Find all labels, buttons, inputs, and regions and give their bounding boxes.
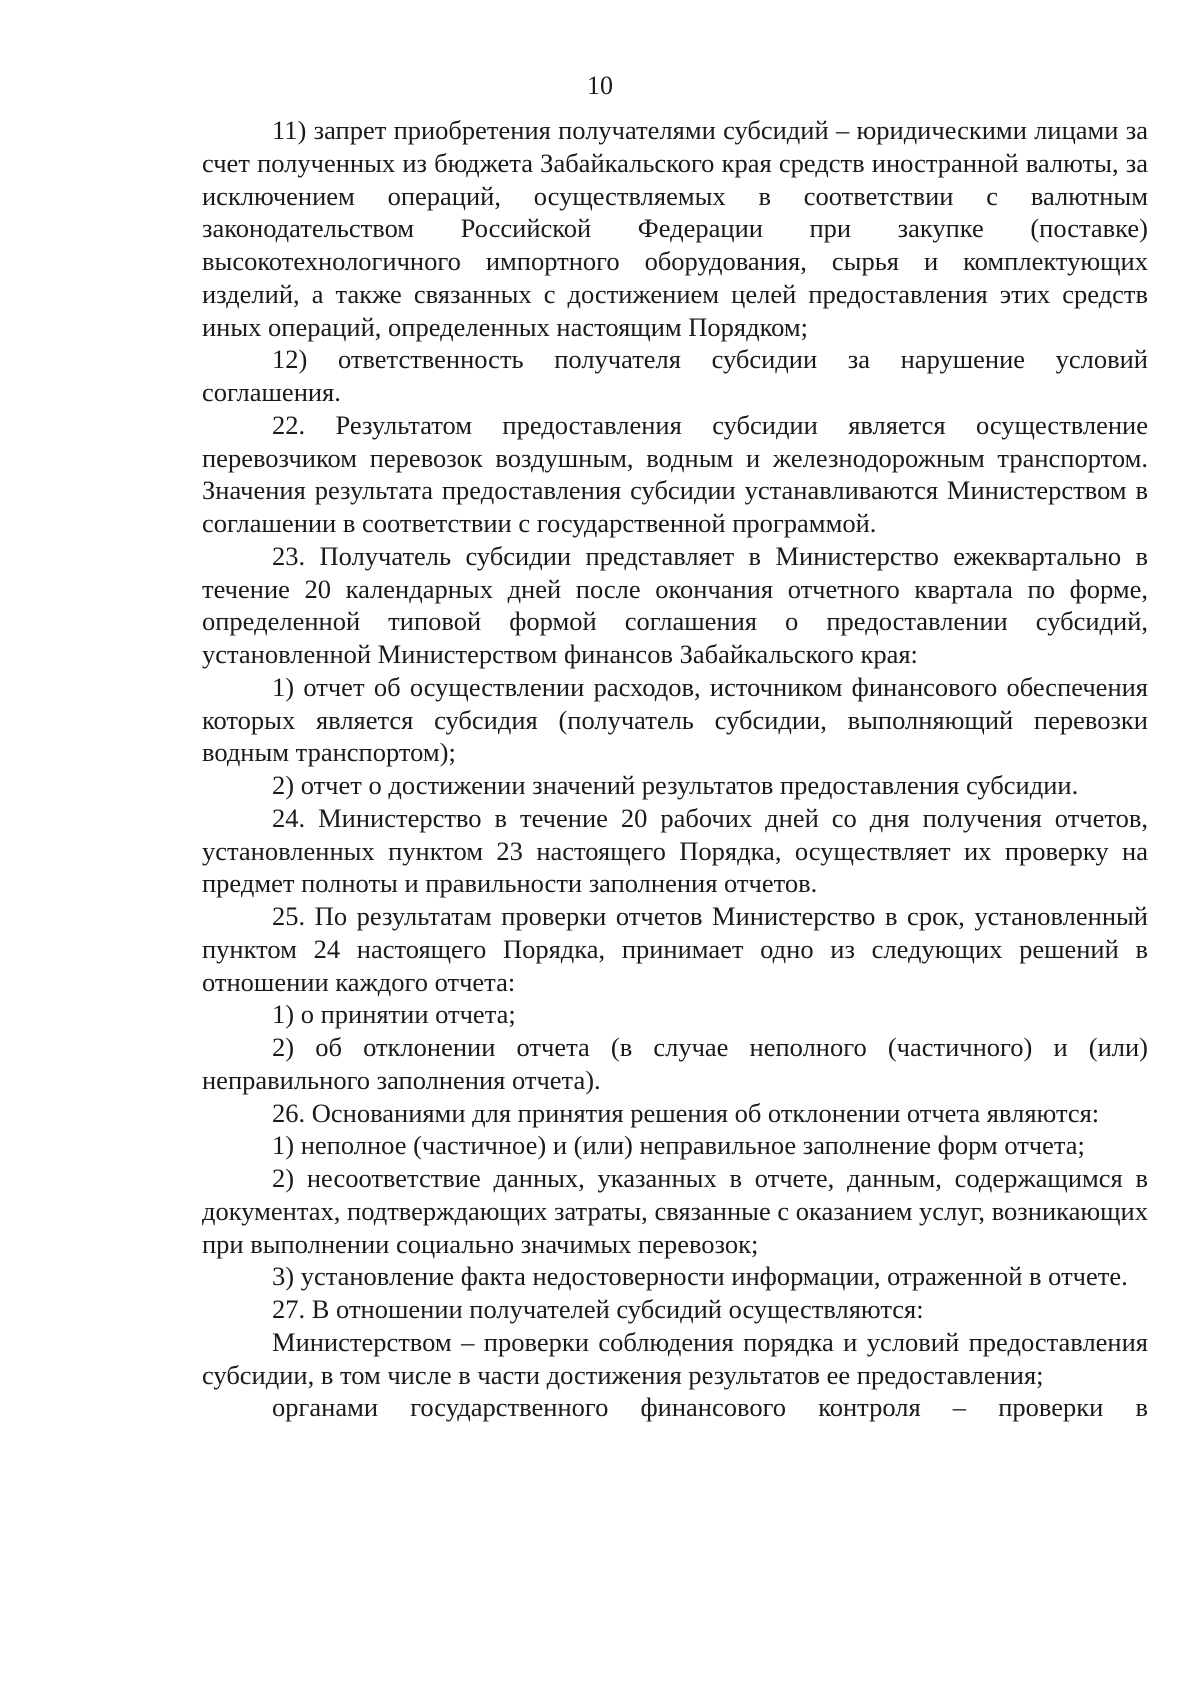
paragraph-clause-27-control-bodies: органами государственного финансового контроля – проверки в — [272, 1392, 1148, 1423]
page-number: 10 — [587, 71, 613, 100]
paragraph-clause-23-item-1: 1) отчет об осуществлении расходов, источником финансового обеспечения которых является субсидия (получатель субсидии, выполняющий перевозки водным транспортом); — [202, 671, 1148, 768]
paragraph-clause-23: 23. Получатель субсидии представляет в Министерство ежеквартально в течение 20 календарных дней после окончания отчетного квартала по форме, определенной типовой формой соглашения о предоставлении субсидий, установленной Министерством финансов Забайкальского края: — [202, 540, 1148, 669]
paragraph-clause-25-item-2: 2) об отклонении отчета (в случае неполного (частичного) и (или) неправильного заполнения отчета). — [202, 1032, 1148, 1095]
paragraph-clause-22: 22. Результатом предоставления субсидии является осуществление перевозчиком перевозок воздушным, водным и железнодорожным транспортом. Значения результата предоставления субсидии устанавливаются Министерством в соглашении в соответствии с государственной программой. — [202, 409, 1148, 538]
paragraph-clause-25-item-1: 1) о принятии отчета; — [272, 999, 516, 1030]
paragraph-clause-26-item-1: 1) неполное (частичное) и (или) неправильное заполнение форм отчета; — [272, 1130, 1085, 1161]
paragraph-clause-26-item-2: 2) несоответствие данных, указанных в отчете, данным, содержащимся в документах, подтверждающих затраты, связанные с оказанием услуг, возникающих при выполнении социально значимых перевозок; — [202, 1163, 1148, 1259]
paragraph-item-11: 11) запрет приобретения получателями субсидий – юридическими лицами за счет полученных из бюджета Забайкальского края средств иностранной валюты, за исключением операций, осуществляемых в соответствии с валютным законодательством Российской Федерации при закупке (поставке) высокотехнологичного импортного оборудования, сырья и комплектующих изделий, а также связанных с достижением целей предоставления этих средств иных операций, определенных настоящим Порядком; — [202, 115, 1148, 342]
paragraph-item-12: 12) ответственность получателя субсидии за нарушение условий соглашения. — [202, 344, 1148, 407]
paragraph-clause-27: 27. В отношении получателей субсидий осуществляются: — [272, 1294, 924, 1324]
paragraph-clause-25: 25. По результатам проверки отчетов Министерство в срок, установленный пунктом 24 настоящего Порядка, принимает одно из следующих решений в отношении каждого отчета: — [202, 901, 1148, 997]
paragraph-clause-24: 24. Министерство в течение 20 рабочих дней со дня получения отчетов, установленных пунктом 23 настоящего Порядка, осуществляет их проверку на предмет полноты и правильности заполнения отчетов. — [202, 802, 1148, 899]
paragraph-clause-27-ministry: Министерством – проверки соблюдения порядка и условий предоставления субсидии, в том числе в части достижения результатов ее предоставления; — [202, 1326, 1148, 1390]
paragraph-clause-23-item-2: 2) отчет о достижении значений результатов предоставления субсидии. — [272, 770, 1079, 800]
paragraph-clause-26: 26. Основаниями для принятия решения об отклонении отчета являются: — [272, 1097, 1100, 1128]
document-body — [202, 114, 1148, 1424]
paragraph-clause-26-item-3: 3) установление факта недостоверности информации, отраженной в отчете. — [272, 1261, 1128, 1292]
